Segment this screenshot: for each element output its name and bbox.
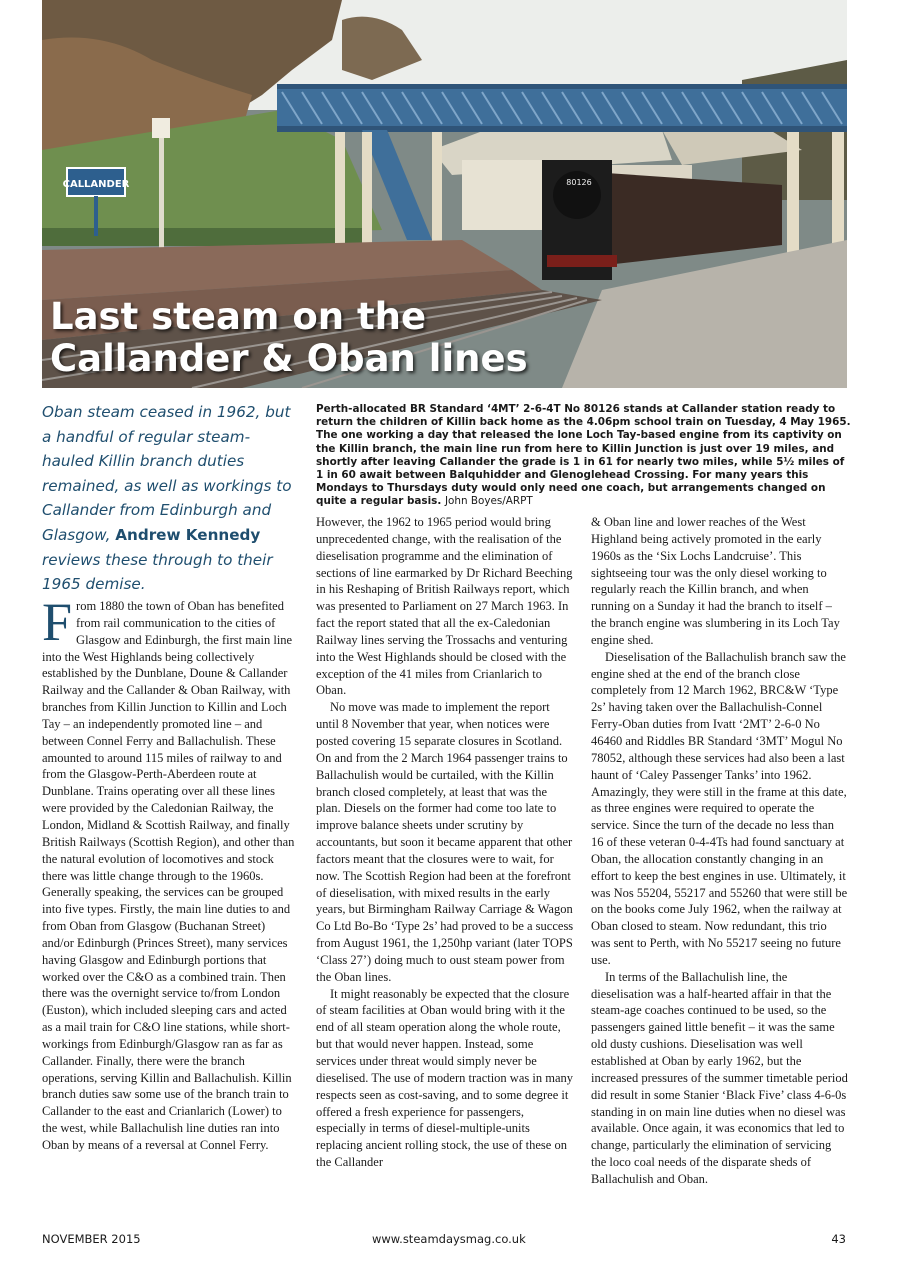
headline-line-1: Last steam on the <box>50 295 427 338</box>
standfirst <box>42 400 294 597</box>
body-paragraph: & Oban line and lower reaches of the West Highland being actively promoted in the early 1960s as the ‘Six Lochs Landcruise’. This sightseeing tour was the only diesel working to regularly reach the Killin branch, and when running on a Sunday it had the branch to itself – the branch engine was slumbering in its Loch Tay engine shed. <box>591 515 840 647</box>
footer-website: www.steamdaysmag.co.uk <box>372 1232 526 1246</box>
body-column-2 <box>316 514 574 1171</box>
body-paragraph <box>42 592 298 1154</box>
footer-issue: NOVEMBER 2015 <box>42 1232 141 1246</box>
body-paragraph: It might reasonably be expected that the closure of steam facilities at Oban would bring with it the end of all steam operation along the whole route, but that would never happen. Instead, some services under threat would simply never be dieselised. The use of modern traction was in many respects seen as cost-saving, and to some degree it offered a fresh experience for passengers, especially in terms of diesel-multiple-units replacing ancient rolling stock, the use of these on the Callander <box>316 986 573 1170</box>
body-paragraph: No move was made to implement the report until 8 November that year, when notices were posted covering 15 separate closures in Scotland. On and from the 2 March 1964 passenger trains to Ballachulish would be curtailed, with the Killin branch closed completely, at least that was the plan. Diesels on the former had come too late to improve balance sheets under scrutiny by accountants, but soon it became apparent that other factors meant that the closures were to wait, for now. The Scottish Region had been at the forefront of dieselisation, with mixed results in the early years, but Birmingham Railway Carriage & Wagon Co Ltd Bo-Bo ‘Type 2s’ had proved to be a success from August 1961, the 1,250hp variant (later TOPS ‘Class 27’) doing much to oust steam power from the Oban lines. <box>316 700 574 984</box>
body-paragraph: However, the 1962 to 1965 period would bring unprecedented change, with the realisation of the dieselisation programme and the elimination of sections of line earmarked by Dr Richard Beeching in his Reshaping of British Railways report, which was presented to Parliament on 27 March 1963. In fact the report stated that all the ex-Caledonian Railway lines serving the Trossachs and venturing into the West Highlands should be closed with the exception of the 41 miles from Crianlarich to Oban. <box>316 515 573 698</box>
body-paragraph: In terms of the Ballachulish line, the dieselisation was a half-hearted affair in that the steam-age coaches continued to be used, so the passengers gained little benefit – it was the same old dusty cushions. Dieselisation was well established at Oban by early 1962, but the increased pressures of the summer timetable period did result in some Stanier ‘Black Five’ class 4-6-0s standing in on main line duties when no diesel was available. Once again, it was economics that led to change, particularly the elimination of servicing the loco coal needs of the disparate sheds of Ballachulish and Oban. <box>591 969 848 1186</box>
photo-caption <box>316 403 851 509</box>
body-paragraph: Dieselisation of the Ballachulish branch saw the engine shed at the end of the branch close completely from 12 March 1962, BRC&W ‘Type 2s’ having taken over the Ballachulish-Connel Ferry-Oban duties from Ivatt ‘2MT’ 2-6-0 No 46460 and Riddles BR Standard ‘3MT’ Mogul No 78052, although these services had also been a last haunt of ‘Caley Passenger Tanks’ into 1962. Amazingly, they were still in the frame at this date, as three engines were required to operate the service. Since the turn of the decade no less than 16 of these veteran 0-4-4Ts had found sanctuary at Oban, the allocation constantly changing in an effort to keep the best engines in use. Ultimately, it was Nos 55204, 55217 and 55260 that were still be on the books come July 1962, when the railway at Oban closed to steam. Now redundant, this trio was sent to Perth, with No 55217 seeing no future use. <box>591 649 848 967</box>
headline-line-2: Callander & Oban lines <box>50 337 528 380</box>
body-column-1 <box>42 592 298 1154</box>
hero-photo <box>42 0 847 388</box>
drop-cap: F <box>42 592 73 652</box>
standfirst-tail: reviews these through to their 1965 demise. <box>42 550 273 594</box>
station-sign-text: CALLANDER <box>62 179 130 190</box>
body-column-3 <box>591 514 849 1188</box>
page-number: 43 <box>831 1232 846 1246</box>
loco-number: 80126 <box>566 178 592 187</box>
caption-text: Perth-allocated BR Standard ‘4MT’ 2-6-4T No 80126 stands at Callander station ready to return the children of Killin back home as the 4.06pm school train on Tuesday, 4 May 1965. The one working a day that released the lone Loch Tay-based engine from its captivity on the Killin branch, the main line run from here to Killin Junction is just over 19 miles, and shortly after leaving Callander the grade is 1 in 61 for nearly two miles, while 5½ miles of 1 in 60 await between Balquhidder and Glenoglehead Crossing. For many years this Mondays to Thursdays duty would only need one coach, but arrangements changed on quite a regular basis. <box>316 403 851 508</box>
author-name: Andrew Kennedy <box>115 525 261 544</box>
photo-credit: John Boyes/ARPT <box>444 495 533 508</box>
article-headline <box>50 296 528 380</box>
standfirst-text: Oban steam ceased in 1962, but a handful of regular steam-hauled Killin branch duties remained, as well as workings to Callander from Edinburgh and Glasgow, <box>42 403 292 544</box>
paragraph-text: rom 1880 the town of Oban has benefited from rail communication to the cities of Glasgow and Edinburgh, the first main line into the West Highlands being collectively established by the Dunblane, Doune & Callander Railway and the Callander & Oban Railway, with branches from Killin Junction to Killin and Loch Tay – an independently promoted line – and between Connel Ferry and Ballachulish. These amounted to around 115 miles of railway to and from the Glasgow-Perth-Aberdeen route at Dunblane. Trains operating over all these lines were provided by the Caledonian Railway, the London, Midland & Scottish Railway, and finally British Railways (Scottish Region), and other than the natural evolution of locomotives and stock there was little change through to the 1960s. Generally speaking, the services can be grouped into five types. Firstly, the main line duties to and from Oban from Glasgow (Buchanan Street) and/or Edinburgh (Princes Street), many services having Glasgow and Edinburgh portions that worked over the C&O as a combined train. Then there was the overnight service to/from London (Euston), which included sleeping cars and acted as a mail train for C&O line stations, while short-workings from Edinburgh/Glasgow ran as far as Callander. Finally, there were the branch operations, serving Killin and Ballachulish. Killin branch duties saw some use of the branch train to Callander to the east and Crianlarich (Lower) to the west, while Ballachulish line duties ran into Oban by means of a reversal at Connel Ferry. <box>42 599 295 1152</box>
